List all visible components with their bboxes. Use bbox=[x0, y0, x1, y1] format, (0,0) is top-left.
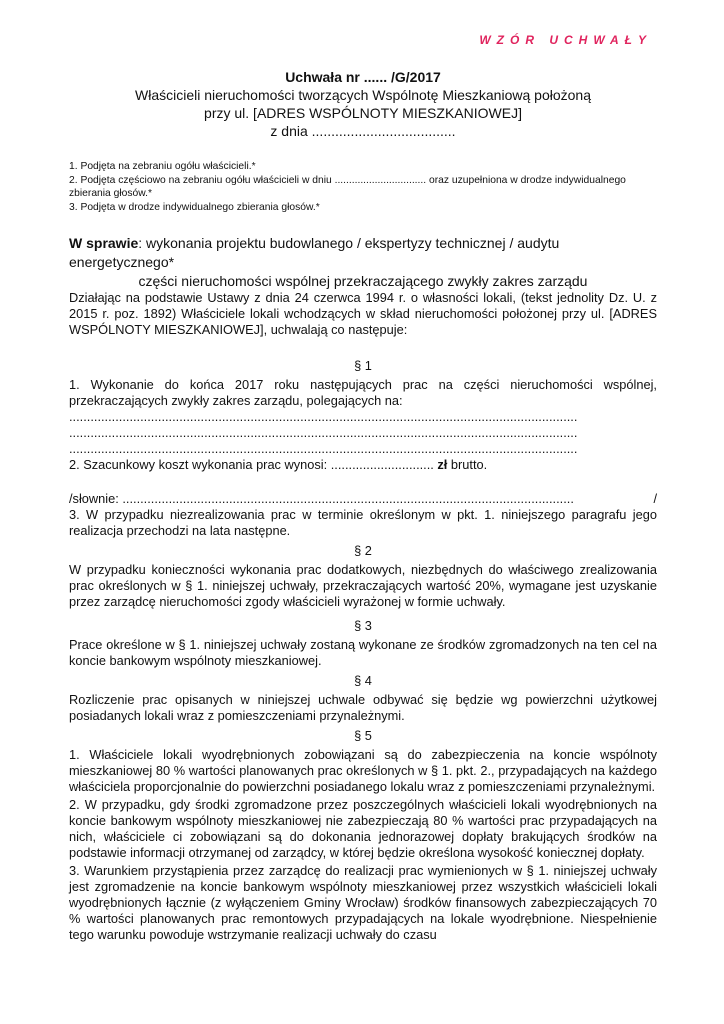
section-1-point-3: 3. W przypadku niezrealizowania prac w terminie określonym w pkt. 1. niniejszego paragrafu jego realizacja przechodzi na lata następne. bbox=[69, 507, 657, 538]
section-5-point-1: 1. Właściciele lokali wyodrębnionych zobowiązani są do zabezpieczenia na koncie wspólnoty mieszkaniowej 80 % wartości planowanych prac określonych w § 1. pkt. 2., przypadających na każdego właściciela proporcjonalnie do powierzchni posiadanego lokalu wraz z pomieszczeniami przynależnymi. bbox=[69, 747, 657, 794]
section-1-point-1: 1. Wykonanie do końca 2017 roku następujących prac na części nieruchomości wspólnej, przekraczających zwykły zakres zarządu, polegających na: bbox=[69, 377, 657, 408]
resolution-body bbox=[69, 290, 657, 943]
fill-in-line: ............................................................................................................................................... bbox=[69, 409, 578, 424]
section-3-text: Prace określone w § 1. niniejszej uchwały zostaną wykonane ze środków zgromadzonych na ten cel na koncie bankowym wspólnoty mieszkaniowej. bbox=[69, 637, 657, 668]
header-line-3: z dnia ..................................... bbox=[270, 123, 456, 139]
section-2-text: W przypadku konieczności wykonania prac dodatkowych, niezbędnych do właściwego zrealizowania prac określonych w § 1. niniejszej uchwały, przekraczających wartość 20%, wymagane jest uzyskanie przez zarządcę nieruchomości zgody właścicieli wyrażonej w formie uchwały. bbox=[69, 562, 657, 609]
adoption-options bbox=[69, 160, 659, 214]
words-label: /słownie: ............................................................................................................................... bbox=[69, 491, 574, 506]
section-1-heading: § 1 bbox=[354, 358, 372, 373]
words-end: / bbox=[653, 491, 657, 506]
subject-text: : wykonania projektu budowlanego / ekspertyzy technicznej / audytu energetycznego* bbox=[69, 235, 560, 270]
resolution-title: Uchwała nr ...... /G/2017 bbox=[285, 69, 441, 85]
section-1-cost bbox=[69, 457, 657, 473]
amount-in-words bbox=[69, 491, 657, 507]
cost-prefix: 2. Szacunkowy koszt wykonania prac wynosi: ............................. bbox=[69, 457, 438, 472]
resolution-subject bbox=[69, 234, 657, 291]
intro-paragraph: Działając na podstawie Ustawy z dnia 24 czerwca 1994 r. o własności lokali, (tekst jednolity Dz. U. z 2015 r. poz. 1892) Właściciele lokali wchodzących w skład nieruchomości położonej przy ul. [ADRES WSPÓLNOTY MIESZKANIOWEJ], uchwalają co następuje: bbox=[69, 290, 657, 337]
template-label: WZÓR UCHWAŁY bbox=[479, 33, 652, 47]
header-line-1: Właścicieli nieruchomości tworzących Wspólnotę Mieszkaniową położoną bbox=[135, 87, 591, 103]
section-4-heading: § 4 bbox=[354, 673, 372, 688]
cost-currency: zł bbox=[437, 457, 448, 472]
resolution-header bbox=[70, 68, 656, 140]
section-4-text: Rozliczenie prac opisanych w niniejszej uchwale odbywać się będzie wg powierzchni użytkowej posiadanych lokali wraz z pomieszczeniami przynależnymi. bbox=[69, 692, 657, 723]
adoption-option: 2. Podjęta częściowo na zebraniu ogółu właścicieli w dniu ................................ oraz uzupełniona w drodze indywidualnego zbierania głosów.* bbox=[69, 174, 626, 199]
section-5-point-3: 3. Warunkiem przystąpienia przez zarządcę do realizacji prac wymienionych w § 1. niniejszej uchwały jest zgromadzenie na koncie bankowym wspólnoty mieszkaniowej przez wszystkich właścicieli lokali wyodrębnionych łącznie (z wyłączeniem Gminy Wrocław) środków finansowych zabezpieczających 70 % wartości planowanych prac remontowych przypadających na lokale wyodrębnione. Niespełnienie tego warunku powoduje wstrzymanie realizacji uchwały do czasu bbox=[69, 863, 657, 942]
fill-in-line: ............................................................................................................................................... bbox=[69, 441, 578, 456]
adoption-option: 1. Podjęta na zebraniu ogółu właścicieli.* bbox=[69, 161, 256, 172]
section-2-heading: § 2 bbox=[354, 543, 372, 558]
subject-label: W sprawie bbox=[69, 235, 139, 251]
adoption-option: 3. Podjęta w drodze indywidualnego zbierania głosów.* bbox=[69, 201, 320, 213]
section-5-point-2: 2. W przypadku, gdy środki zgromadzone przez poszczególnych właścicieli lokali wyodrębnionych na koncie bankowym wspólnoty mieszkaniowej nie zabezpieczają 80 % wartości prac przypadających na nich, właściciele ci zobowiązani są do dokonania jednorazowej dopłaty brakujących środków na podstawie informacji otrzymanej od zarządcy, w której będzie określona wysokość koniecznej dopłaty. bbox=[69, 797, 657, 860]
cost-suffix: brutto. bbox=[447, 457, 488, 472]
subject-line-2: części nieruchomości wspólnej przekraczającego zwykły zakres zarządu bbox=[138, 273, 588, 289]
header-line-2: przy ul. [ADRES WSPÓLNOTY MIESZKANIOWEJ] bbox=[204, 105, 522, 121]
section-3-heading: § 3 bbox=[354, 618, 372, 633]
section-5-heading: § 5 bbox=[354, 728, 372, 743]
fill-in-line: ............................................................................................................................................... bbox=[69, 425, 578, 440]
